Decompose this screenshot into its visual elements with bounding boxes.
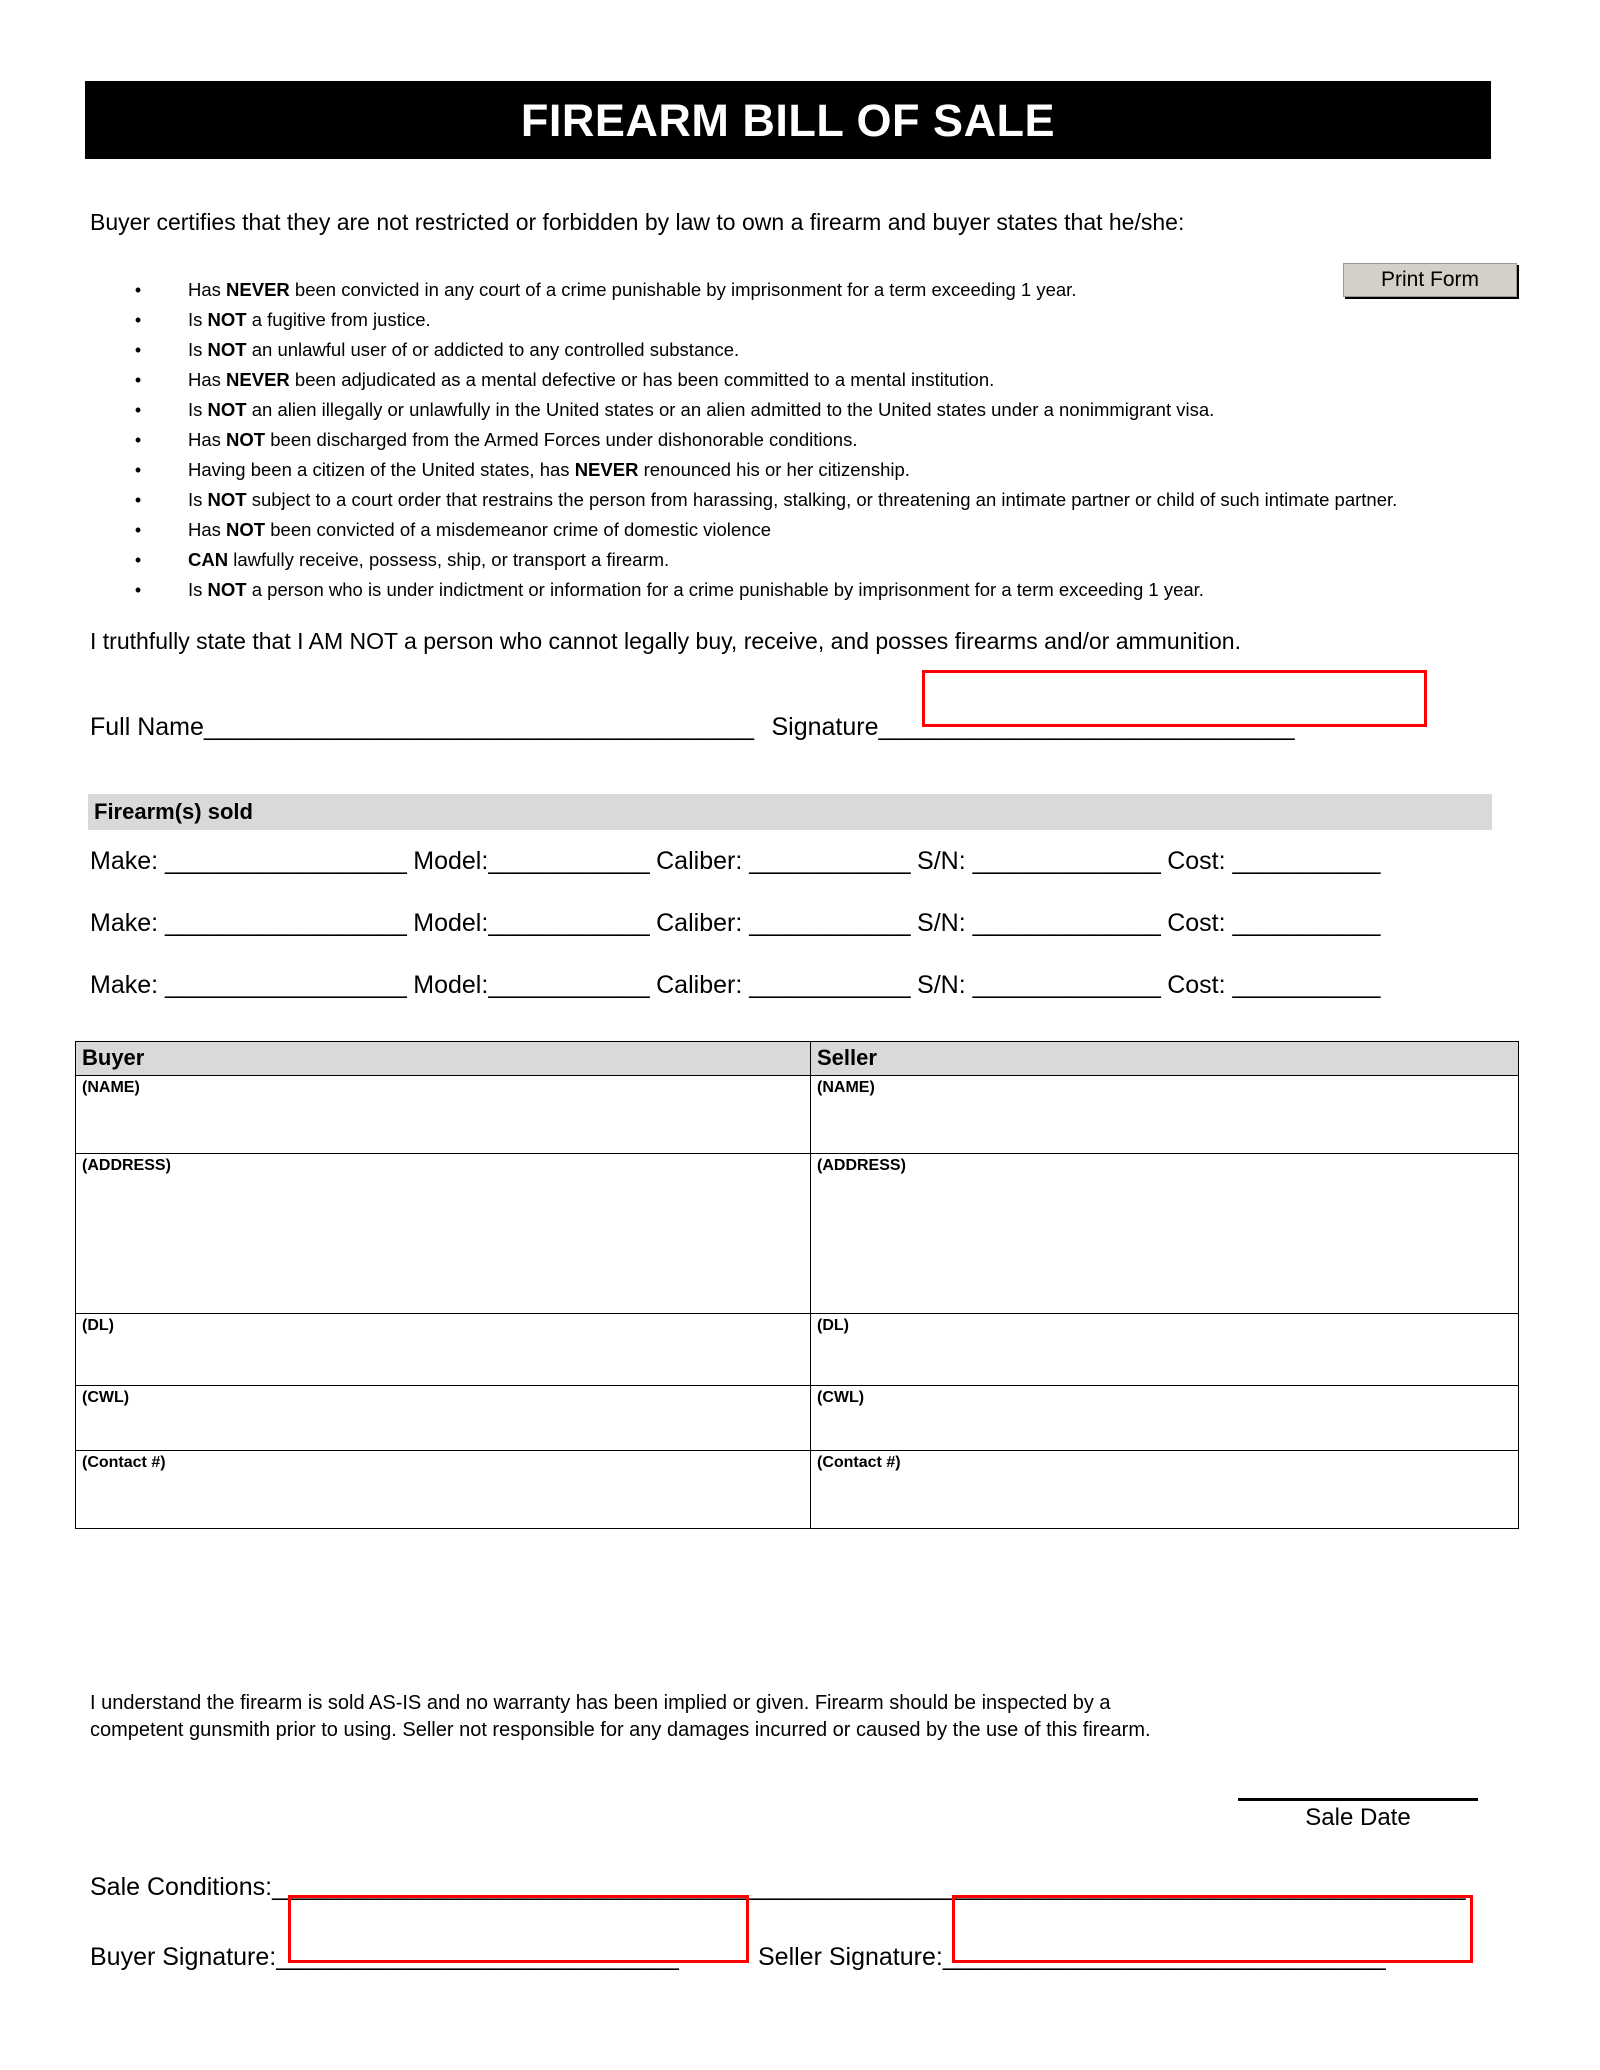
certification-emphasis: NOT [207, 339, 247, 360]
as-is-disclaimer-line2: competent gunsmith prior to using. Seller not responsible for any damages incurred or caused by the use of this firearm. [90, 1719, 1151, 1741]
cost-label-3: Cost: [1167, 971, 1233, 999]
cost-label-1: Cost: [1167, 847, 1233, 875]
caliber-input-3[interactable]: ____________ [749, 971, 911, 999]
as-is-disclaimer-line1: I understand the firearm is sold AS-IS and no warranty has been implied or given. Firearm should be inspected by a [90, 1692, 1111, 1714]
certification-emphasis: NOT [207, 489, 247, 510]
certification-item-text: Having been a citizen of the United states, has NEVER renounced his or her citizenship. [188, 459, 910, 480]
signature-field-box[interactable] [922, 670, 1427, 727]
seller-signature-rule[interactable]: _________________________________ [942, 1943, 1386, 1971]
sn-label-2: S/N: [917, 909, 973, 937]
certification-item [0, 395, 1600, 425]
buyer-contact-cell[interactable]: (Contact #) [76, 1451, 811, 1529]
document-title-banner [85, 81, 1491, 159]
cost-input-3[interactable]: ___________ [1232, 971, 1380, 999]
bullet-icon: • [134, 460, 142, 480]
certification-item-text: Is NOT a person who is under indictment or information for a crime punishable by imprisonment for a term exceeding 1 year. [188, 579, 1204, 600]
seller-dl-cell[interactable]: (DL) [811, 1314, 1519, 1386]
make-label-1: Make: [90, 847, 166, 875]
certification-item [0, 425, 1600, 455]
certification-emphasis: NEVER [574, 459, 639, 480]
caliber-input-2[interactable]: ____________ [749, 909, 911, 937]
full-name-label: Full Name [90, 713, 204, 741]
field-gap [910, 909, 917, 937]
page-title: FIREARM BILL OF SALE [520, 94, 1056, 146]
model-input-1[interactable]: ____________ [488, 847, 650, 875]
caliber-label-3: Caliber: [656, 971, 750, 999]
model-input-2[interactable]: ____________ [488, 909, 650, 937]
parties-table-header-row [76, 1042, 1519, 1076]
signature-input[interactable]: _______________________________ [878, 713, 1295, 741]
bullet-icon: • [134, 520, 142, 540]
buyer-cwl-cell[interactable]: (CWL) [76, 1386, 811, 1451]
seller-address-cell[interactable]: (ADDRESS) [811, 1154, 1519, 1314]
bullet-icon: • [134, 490, 142, 510]
seller-signature-label: Seller Signature: [758, 1943, 943, 1971]
make-input-1[interactable]: __________________ [165, 847, 407, 875]
certification-item-text: Has NEVER been convicted in any court of a crime punishable by imprisonment for a term exceeding 1 year. [188, 279, 1077, 300]
caliber-label-2: Caliber: [656, 909, 750, 937]
firearm-entry-row [90, 908, 1380, 938]
make-label-3: Make: [90, 971, 166, 999]
certification-item-text: CAN lawfully receive, possess, ship, or transport a firearm. [188, 549, 670, 570]
certification-emphasis: NOT [207, 309, 247, 330]
certification-emphasis: NEVER [226, 279, 290, 300]
field-gap [910, 971, 917, 999]
make-label-2: Make: [90, 909, 166, 937]
firearm-entry-row [90, 846, 1380, 876]
caliber-input-1[interactable]: ____________ [749, 847, 911, 875]
table-row [76, 1076, 1519, 1154]
truthful-statement: I truthfully state that I AM NOT a person who cannot legally buy, receive, and posses firearms and/or ammunition. [90, 628, 1241, 654]
seller-contact-cell[interactable]: (Contact #) [811, 1451, 1519, 1529]
table-row [76, 1451, 1519, 1529]
as-is-disclaimer [90, 1690, 1390, 1744]
sn-label-1: S/N: [917, 847, 973, 875]
table-row [76, 1154, 1519, 1314]
table-row [76, 1386, 1519, 1451]
sale-date-label: Sale Date [1305, 1804, 1411, 1831]
certification-item [0, 485, 1600, 515]
firearms-section-heading [88, 794, 1492, 830]
sale-conditions-label: Sale Conditions: [90, 1873, 273, 1901]
buyer-signature-field-box[interactable] [288, 1895, 749, 1963]
certification-emphasis: NOT [207, 399, 247, 420]
bullet-icon: • [134, 370, 142, 390]
print-form-button-label: Print Form [1380, 268, 1479, 291]
parties-table-header-buyer: Buyer [76, 1042, 811, 1076]
sn-input-2[interactable]: ______________ [972, 909, 1161, 937]
certification-emphasis: NEVER [226, 369, 290, 390]
certification-item-text: Has NOT been convicted of a misdemeanor crime of domestic violence [188, 519, 772, 540]
table-row [76, 1314, 1519, 1386]
full-name-input[interactable]: _________________________________________ [203, 713, 754, 741]
certification-emphasis: NOT [226, 429, 266, 450]
model-input-3[interactable]: ____________ [488, 971, 650, 999]
sale-date-rule[interactable] [1238, 1798, 1478, 1801]
certification-item-text: Is NOT an alien illegally or unlawfully in the United states or an alien admitted to the United states under a nonimmigrant visa. [188, 399, 1215, 420]
parties-table [75, 1041, 1519, 1529]
bullet-icon: • [134, 400, 142, 420]
buyer-signature-rule[interactable]: ______________________________ [276, 1943, 679, 1971]
certification-item [0, 305, 1600, 335]
certification-item-text: Is NOT subject to a court order that restrains the person from harassing, stalking, or threatening an intimate partner or child of such intimate partner. [188, 489, 1398, 510]
bullet-icon: • [134, 580, 142, 600]
firearms-section-heading-label: Firearm(s) sold [94, 799, 253, 824]
sale-conditions-input[interactable]: _________________________________________________________________________________________ [272, 1873, 1466, 1901]
certification-item-text: Is NOT a fugitive from justice. [188, 309, 431, 330]
bullet-icon: • [134, 550, 142, 570]
firearm-entry-row [90, 970, 1380, 1000]
bullet-icon: • [134, 430, 142, 450]
certification-item [0, 545, 1600, 575]
certification-item [0, 515, 1600, 545]
field-gap [910, 847, 917, 875]
bullet-icon: • [134, 280, 142, 300]
parties-table-header-seller: Seller [811, 1042, 1519, 1076]
certification-item [0, 365, 1600, 395]
certification-list [0, 275, 1600, 605]
buyer-signature-label: Buyer Signature: [90, 1943, 277, 1971]
signature-label: Signature [771, 713, 879, 741]
cost-input-2[interactable]: ___________ [1232, 909, 1380, 937]
certification-item-text: Has NOT been discharged from the Armed Forces under dishonorable conditions. [188, 429, 858, 450]
certification-emphasis: NOT [226, 519, 266, 540]
sn-label-3: S/N: [917, 971, 973, 999]
model-label-2: Model: [413, 909, 489, 937]
bullet-icon: • [134, 310, 142, 330]
model-label-1: Model: [413, 847, 489, 875]
seller-cwl-cell[interactable]: (CWL) [811, 1386, 1519, 1451]
cost-input-1[interactable]: ___________ [1232, 847, 1380, 875]
certification-item-text: Is NOT an unlawful user of or addicted to any controlled substance. [188, 339, 740, 360]
model-label-3: Model: [413, 971, 489, 999]
certification-item [0, 335, 1600, 365]
buyer-dl-cell[interactable]: (DL) [76, 1314, 811, 1386]
certification-item [0, 455, 1600, 485]
make-input-2[interactable]: __________________ [165, 909, 407, 937]
sn-input-3[interactable]: ______________ [972, 971, 1161, 999]
buyer-name-cell[interactable]: (NAME) [76, 1076, 811, 1154]
buyer-address-cell[interactable]: (ADDRESS) [76, 1154, 811, 1314]
caliber-label-1: Caliber: [656, 847, 750, 875]
make-input-3[interactable]: __________________ [165, 971, 407, 999]
cost-label-2: Cost: [1167, 909, 1233, 937]
certification-item [0, 575, 1600, 605]
intro-paragraph: Buyer certifies that they are not restricted or forbidden by law to own a firearm and buyer states that he/she: [90, 209, 1185, 235]
certification-item [0, 275, 1600, 305]
certification-item-text: Has NEVER been adjudicated as a mental defective or has been committed to a mental institution. [188, 369, 995, 390]
seller-signature-field-box[interactable] [952, 1895, 1473, 1963]
certification-emphasis: CAN [188, 549, 229, 570]
certification-emphasis: NOT [207, 579, 247, 600]
seller-name-cell[interactable]: (NAME) [811, 1076, 1519, 1154]
sn-input-1[interactable]: ______________ [972, 847, 1161, 875]
bullet-icon: • [134, 340, 142, 360]
